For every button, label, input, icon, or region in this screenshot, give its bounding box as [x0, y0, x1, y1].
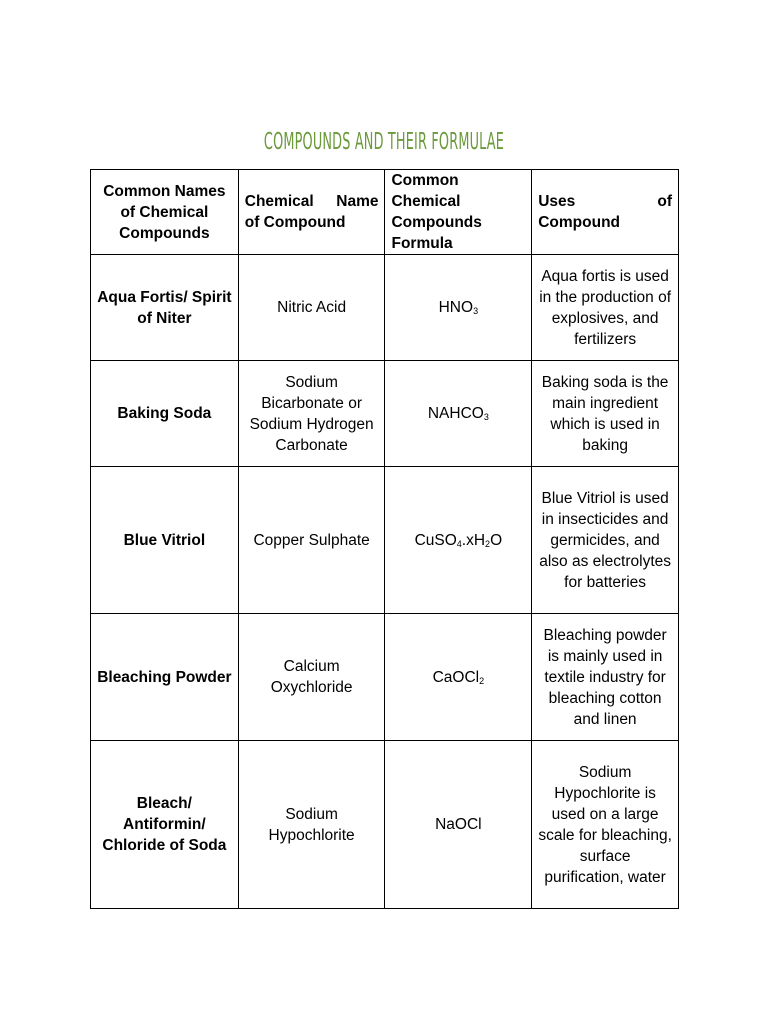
header-formula: Common Chemical Compounds Formula	[385, 170, 532, 255]
chemical-name-cell: Copper Sulphate	[238, 467, 385, 614]
header-common-names: Common Names of Chemical Compounds	[91, 170, 239, 255]
uses-cell: Sodium Hypochlorite is used on a large scale for bleaching, surface purification, water	[532, 741, 679, 909]
common-name-cell: Aqua Fortis/ Spirit of Niter	[91, 255, 239, 361]
formula-text: CaOCl	[432, 668, 480, 686]
formula-text: HNO	[438, 299, 474, 316]
page-title: COMPOUNDS AND THEIR FORMULAE	[263, 129, 505, 155]
uses-cell: Blue Vitriol is used in insecticides and germicides, and also as electrolytes for batteries	[532, 467, 679, 614]
formula-text-tail-2: O	[490, 531, 503, 549]
formula-text: NaOCl	[435, 816, 482, 833]
table-row	[91, 255, 679, 361]
uses-cell: Bleaching powder is mainly used in textile industry for bleaching cotton and linen	[532, 614, 679, 741]
common-name-cell: Baking Soda	[91, 361, 239, 467]
formula-cell	[385, 361, 532, 467]
formula-cell	[385, 614, 532, 741]
chemical-name-cell: Nitric Acid	[238, 255, 385, 361]
header-uses	[532, 170, 679, 255]
table-row	[91, 467, 679, 614]
header-chemical-name-line1: Chemical Name	[244, 193, 379, 210]
uses-cell: Baking soda is the main ingredient which is used in baking	[532, 361, 679, 467]
header-uses-line1: Uses of	[538, 193, 672, 210]
formula-text: NAHCO	[427, 405, 484, 422]
table-header-row	[91, 170, 679, 255]
formula-subscript-2: 2	[485, 538, 491, 549]
header-chemical-name	[238, 170, 385, 255]
chemical-name-cell: Sodium Bicarbonate or Sodium Hydrogen Carbonate	[238, 361, 385, 467]
formula-cell	[385, 467, 532, 614]
compounds-table	[90, 169, 679, 909]
formula-subscript: 2	[479, 675, 485, 686]
formula-cell	[385, 741, 532, 909]
header-uses-line2: Compound	[538, 214, 621, 231]
formula-text-tail: .xH	[461, 531, 486, 549]
common-name-cell: Bleaching Powder	[91, 614, 239, 741]
chemical-name-cell: Sodium Hypochlorite	[238, 741, 385, 909]
header-chemical-name-line2: of Compound	[244, 214, 346, 231]
formula-cell	[385, 255, 532, 361]
formula-subscript: 3	[483, 412, 489, 422]
uses-cell: Aqua fortis is used in the production of explosives, and fertilizers	[532, 255, 679, 361]
formula-subscript: 3	[473, 306, 479, 316]
common-name-cell: Bleach/ Antiformin/ Chloride of Soda	[91, 741, 239, 909]
table-row	[91, 361, 679, 467]
formula-subscript: 4	[456, 538, 462, 549]
common-name-cell: Blue Vitriol	[91, 467, 239, 614]
formula-text: CuSO	[414, 531, 457, 549]
table-row	[91, 741, 679, 909]
table-row	[91, 614, 679, 741]
chemical-name-cell: Calcium Oxychloride	[238, 614, 385, 741]
